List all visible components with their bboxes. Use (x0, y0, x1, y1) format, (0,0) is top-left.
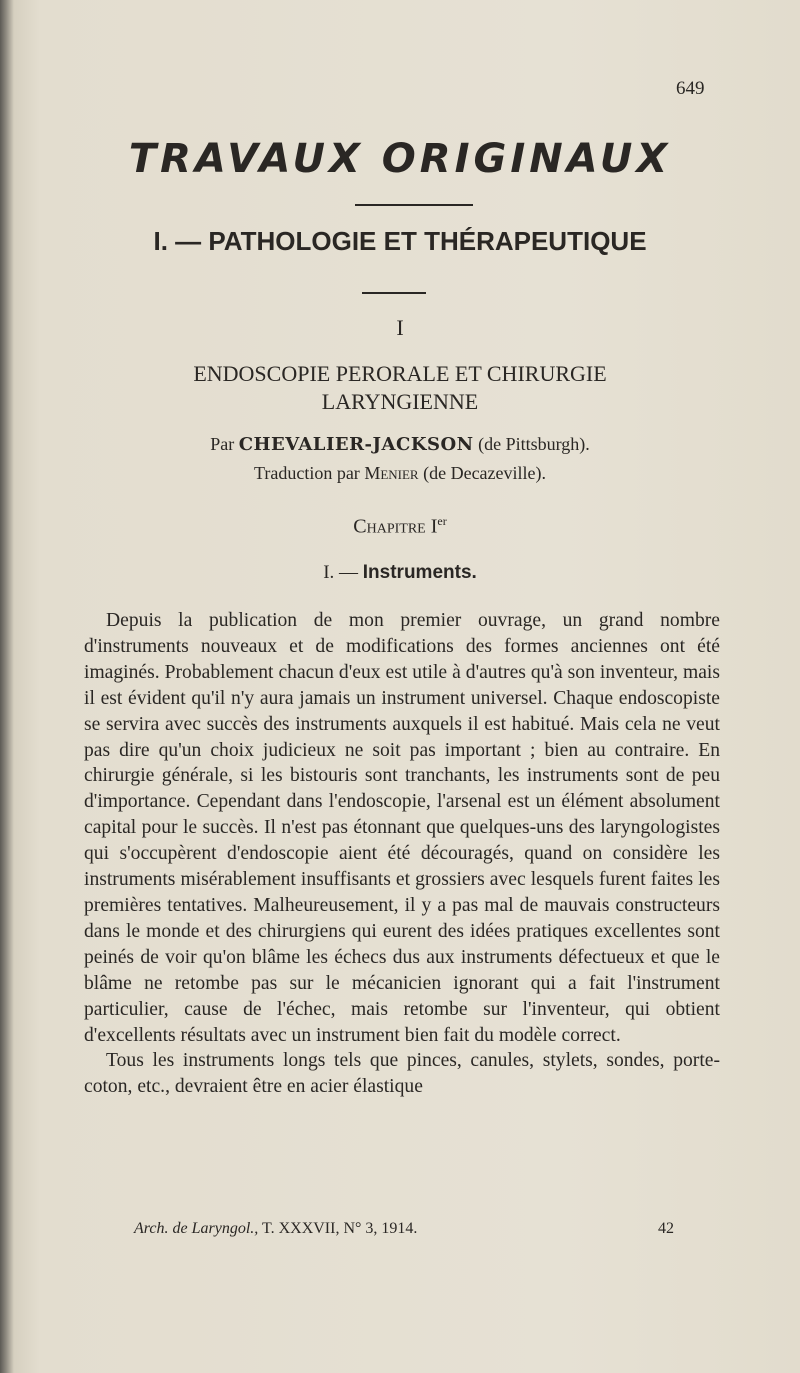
paragraph: Tous les instruments longs tels que pinces, canules, stylets, sondes, porte-coton, etc., devraient être en acier élastique (84, 1050, 720, 1098)
divider-rule (355, 204, 473, 206)
article-number: I (396, 315, 404, 340)
translator-name: Menier (364, 463, 419, 483)
chapter-heading (0, 514, 800, 539)
paragraph: Depuis la publication de mon premier ouvrage, un grand nombre d'instruments nouveaux et de modifications des formes anciennes ont été imaginés. Probablement chacun d'eux est utile à d'autres qu'à son inventeur, mais il est évident qu'il n'y aura jamais un instrument universel. Chaque endoscopiste se servira avec succès des instruments auxquels il est habitué. Mais cela ne veut pas dire qu'un choix judicieux ne soit pas important ; bien au contraire. En chirurgie générale, si les bistouris sont tranchants, les instruments sont de peu d'importance. Cependant dans l'endoscopie, l'arsenal est un élément absolument capital pour le succès. Il n'est pas étonnant que quelques-uns des laryngologistes qui s'occupèrent d'endoscopie aient été découragés, quand on considère les instruments misérablement insuffisants et grossiers avec lesquels furent faites les premières tentatives. Malheureusement, il y a pas mal de mauvais constructeurs dans le monde et des chirurgiens qui eurent des idées pratiques excellentes sont peinés de voir qu'on blâme les échecs dus aux instruments défectueux et que le blâme ne retombe pas sur le mécanicien ignorant qui a fait l'instrument particulier, cause de l'échec, mais retombe sur l'inventeur, qui obtient d'excellents résultats avec un instrument bien fait du modèle correct. (84, 610, 720, 1046)
subsection-number: I. — (323, 562, 359, 583)
sheet-number: 42 (658, 1220, 674, 1237)
article-title (0, 360, 800, 416)
journal-volume: T. XXXVII, N° 3, 1914. (262, 1220, 418, 1237)
translator-prefix: Traduction par (253, 463, 360, 483)
section-title: TRAVAUX ORIGINAUX (128, 136, 672, 182)
divider-rule (362, 292, 426, 294)
author-affiliation: (de Pittsburgh). (478, 434, 590, 454)
page-footer (134, 1220, 674, 1238)
article-title-line: LARYNGIENNE (321, 389, 479, 414)
author-name: CHEVALIER-JACKSON (238, 434, 474, 455)
translator-line (0, 463, 800, 484)
article-title-line: ENDOSCOPIE PERORALE ET CHIRURGIE (193, 361, 607, 386)
body-text (84, 608, 720, 1100)
subsection-heading (0, 562, 800, 584)
part-title: I. — PATHOLOGIE ET THÉRAPEUTIQUE (153, 226, 647, 256)
byline (0, 434, 800, 455)
translator-place: (de Decazeville). (423, 463, 547, 483)
page-number: 649 (676, 78, 705, 99)
byline-prefix: Par (210, 434, 235, 454)
subsection-title: Instruments. (362, 562, 477, 583)
chapter-number: I (430, 515, 438, 538)
chapter-number-suffix: er (437, 514, 447, 528)
chapter-label: Chapitre (353, 515, 426, 538)
journal-name: Arch. de Laryngol., (134, 1220, 259, 1237)
